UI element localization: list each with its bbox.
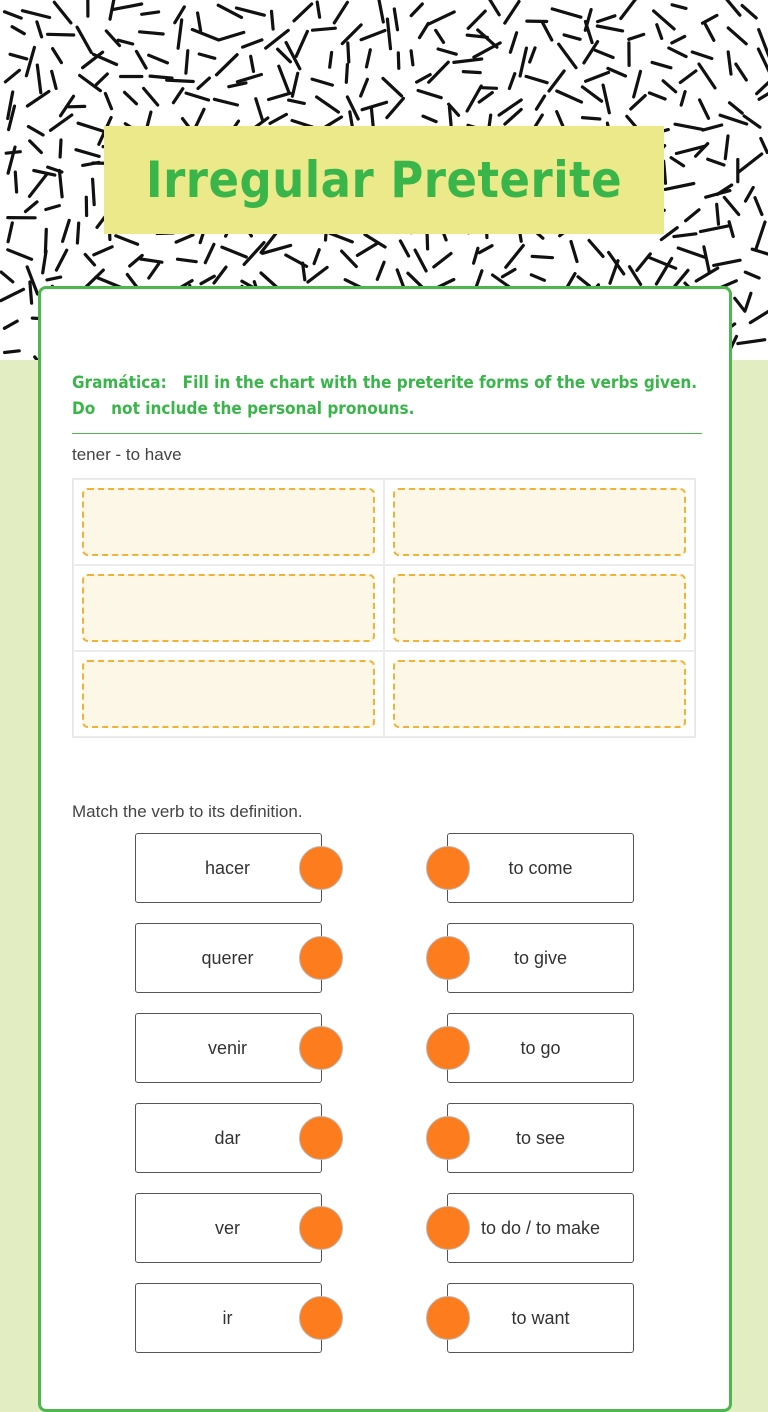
- match-item-venir[interactable]: [135, 1013, 322, 1083]
- chart-cell: [73, 651, 384, 737]
- connector-dot[interactable]: [426, 1206, 470, 1250]
- match-item-hacer[interactable]: [135, 833, 322, 903]
- answer-input[interactable]: [393, 574, 686, 642]
- match-item-label: dar: [214, 1128, 240, 1149]
- match-item-label: to want: [511, 1308, 569, 1329]
- connector-dot[interactable]: [426, 1116, 470, 1160]
- match-item-label: to go: [520, 1038, 560, 1059]
- connector-dot[interactable]: [299, 1116, 343, 1160]
- match-item-label: venir: [208, 1038, 247, 1059]
- match-item-to-want[interactable]: [447, 1283, 634, 1353]
- match-item-to-go[interactable]: [447, 1013, 634, 1083]
- answer-input[interactable]: [393, 660, 686, 728]
- connector-dot[interactable]: [299, 936, 343, 980]
- match-item-to-give[interactable]: [447, 923, 634, 993]
- chart-cell: [73, 565, 384, 651]
- match-item-to-see[interactable]: [447, 1103, 634, 1173]
- connector-dot[interactable]: [426, 936, 470, 980]
- page-title: Irregular Preterite: [146, 151, 622, 209]
- connector-dot[interactable]: [426, 1296, 470, 1340]
- match-item-to-come[interactable]: [447, 833, 634, 903]
- match-item-label: querer: [201, 948, 253, 969]
- connector-dot[interactable]: [426, 846, 470, 890]
- match-item-ver[interactable]: [135, 1193, 322, 1263]
- answer-input[interactable]: [393, 488, 686, 556]
- match-item-dar[interactable]: [135, 1103, 322, 1173]
- connector-dot[interactable]: [299, 1026, 343, 1070]
- match-item-to-do-make[interactable]: [447, 1193, 634, 1263]
- match-item-ir[interactable]: [135, 1283, 322, 1353]
- matching-label: Match the verb to its definition.: [72, 802, 303, 822]
- connector-dot[interactable]: [299, 1296, 343, 1340]
- chart-cell: [384, 565, 695, 651]
- match-item-label: to see: [516, 1128, 565, 1149]
- chart-cell: [384, 651, 695, 737]
- answer-input[interactable]: [82, 488, 375, 556]
- answer-input[interactable]: [82, 660, 375, 728]
- match-item-label: to come: [508, 858, 572, 879]
- worksheet-card: [38, 286, 732, 1412]
- answer-input[interactable]: [82, 574, 375, 642]
- instruction-text: Gramática: Fill in the chart with the preterite forms of the verbs given. Do not include the personal pronouns.: [72, 370, 702, 434]
- match-item-label: to give: [514, 948, 567, 969]
- match-item-label: to do / to make: [481, 1218, 600, 1239]
- verb-label: tener - to have: [72, 445, 182, 465]
- match-item-label: ir: [223, 1308, 233, 1329]
- match-item-label: ver: [215, 1218, 240, 1239]
- connector-dot[interactable]: [299, 1206, 343, 1250]
- title-banner: [104, 126, 664, 234]
- chart-cell: [73, 479, 384, 565]
- match-item-querer[interactable]: [135, 923, 322, 993]
- conjugation-chart: [72, 478, 696, 738]
- connector-dot[interactable]: [299, 846, 343, 890]
- match-item-label: hacer: [205, 858, 250, 879]
- chart-cell: [384, 479, 695, 565]
- connector-dot[interactable]: [426, 1026, 470, 1070]
